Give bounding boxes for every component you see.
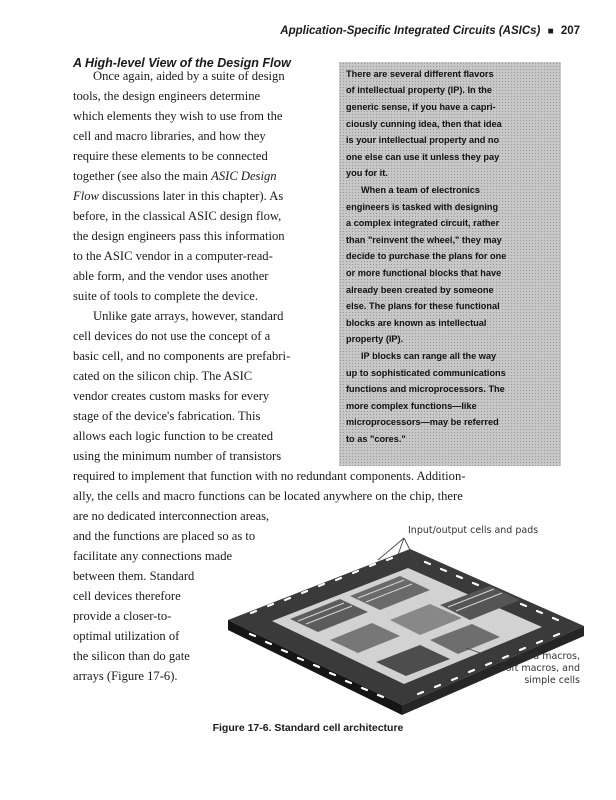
body-line: facilitate any connections made bbox=[73, 549, 233, 563]
body-line: arrays (Figure 17-6). bbox=[73, 669, 178, 683]
body-line: which elements they wish to use from the bbox=[73, 109, 283, 123]
body-line: are no dedicated interconnection areas, bbox=[73, 509, 270, 523]
sidebar-line: you for it. bbox=[346, 168, 388, 178]
sidebar-line: already been created by someone bbox=[346, 285, 494, 295]
sidebar-line: IP blocks can range all the way bbox=[361, 351, 497, 361]
sidebar-line: is your intellectual property and no bbox=[346, 135, 500, 145]
body-line: before, in the classical ASIC design flow, bbox=[73, 209, 282, 223]
body-line: tools, the design engineers determine bbox=[73, 89, 261, 103]
sidebar-line: blocks are known as intellectual bbox=[346, 318, 487, 328]
body-line: the silicon than do gate bbox=[73, 649, 190, 663]
sidebar-line: to as "cores." bbox=[346, 434, 406, 444]
body-line: stage of the device's fabrication. This bbox=[73, 409, 261, 423]
sidebar-line: property (IP). bbox=[346, 334, 404, 344]
sidebar-line: one else can use it unless they pay bbox=[346, 152, 500, 162]
body-line: and the functions are placed so as to bbox=[73, 529, 256, 543]
sidebar-line: of intellectual property (IP). In the bbox=[346, 85, 492, 95]
body-line: basic cell, and no components are prefabri- bbox=[73, 349, 291, 363]
body-line: to the ASIC vendor in a computer-read- bbox=[73, 249, 273, 263]
sidebar-line: than "reinvent the wheel," they may bbox=[346, 235, 502, 245]
sidebar-line: microprocessors—may be referred bbox=[346, 417, 499, 427]
sidebar-line: When a team of electronics bbox=[361, 185, 480, 195]
body-line: between them. Standard bbox=[73, 569, 195, 583]
running-title: Application-Specific Integrated Circuits (ASICs) bbox=[280, 25, 541, 37]
body-line: able form, and the vendor uses another bbox=[73, 269, 269, 283]
body-line: cell and macro libraries, and how they bbox=[73, 129, 266, 143]
sidebar-line: decide to purchase the plans for one bbox=[346, 251, 507, 261]
sidebar-line: more complex functions—like bbox=[346, 401, 477, 411]
italic-flow: Flow bbox=[73, 189, 99, 203]
sidebar-line: generic sense, if you have a capri- bbox=[346, 102, 496, 112]
macros-label-line-3: simple cells bbox=[524, 675, 580, 686]
body-line: allows each logic function to be created bbox=[73, 429, 274, 443]
body-line: using the minimum number of transistors bbox=[73, 449, 282, 463]
sidebar-line: engineers is tasked with designing bbox=[346, 202, 499, 212]
body-line: cell devices therefore bbox=[73, 589, 181, 603]
macros-label-line-1: Hard macros, bbox=[516, 651, 580, 662]
body-line: vendor creates custom masks for every bbox=[73, 389, 270, 403]
body-line: optimal utilization of bbox=[73, 629, 180, 643]
section-heading: A High-level View of the Design Flow bbox=[73, 56, 291, 70]
sidebar-line: else. The plans for these functional bbox=[346, 301, 500, 311]
body-line: ally, the cells and macro functions can be located anywhere on the chip, there bbox=[73, 489, 463, 503]
body-line: cell devices do not use the concept of a bbox=[73, 329, 271, 343]
body-line: the design engineers pass this information bbox=[73, 229, 285, 243]
io-cells-label: Input/output cells and pads bbox=[408, 525, 539, 536]
sidebar-line: up to sophisticated communications bbox=[346, 368, 506, 378]
sidebar-line: There are several different flavors bbox=[346, 69, 494, 79]
body-line: together (see also the main ASIC Design bbox=[73, 169, 277, 183]
body-line: cated on the silicon chip. The ASIC bbox=[73, 369, 253, 383]
body-line: Unlike gate arrays, however, standard bbox=[93, 309, 284, 323]
sidebar-line: a complex integrated circuit, rather bbox=[346, 218, 500, 228]
body-line: Once again, aided by a suite of design bbox=[93, 69, 285, 83]
body-line: require these elements to be connected bbox=[73, 149, 268, 163]
body-line: Flow discussions later in this chapter). As bbox=[73, 189, 284, 203]
sidebar-line: or more functional blocks that have bbox=[346, 268, 502, 278]
body-line: provide a closer-to- bbox=[73, 609, 172, 623]
sidebar-line: functions and microprocessors. The bbox=[346, 384, 505, 394]
sidebar-line: ciously cunning idea, then that idea bbox=[346, 119, 502, 129]
body-line: suite of tools to complete the device. bbox=[73, 289, 259, 303]
figure-caption: Figure 17-6. Standard cell architecture bbox=[212, 722, 404, 734]
header-separator: ■ bbox=[547, 26, 554, 37]
page-number: 207 bbox=[560, 25, 580, 37]
macros-label-line-2: soft macros, and bbox=[500, 663, 580, 674]
italic-asic-design: ASIC Design bbox=[211, 169, 277, 183]
body-line: required to implement that function with no redundant components. Addition- bbox=[73, 469, 466, 483]
